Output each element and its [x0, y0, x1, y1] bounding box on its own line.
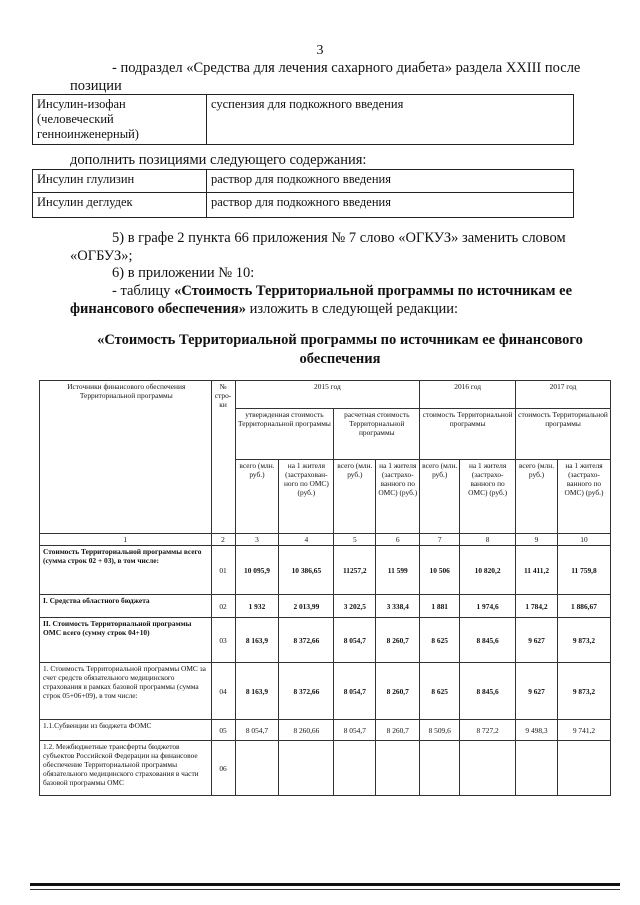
value-cell: 9 627	[516, 618, 558, 663]
value-cell: 1 974,6	[460, 595, 516, 618]
value-cell: 8 260,66	[279, 720, 334, 741]
value-cell: 8 054,7	[334, 663, 376, 720]
row-label: II. Стоимость Территориальной программы ОМС всего (сумму строк 04+10)	[40, 618, 212, 663]
value-cell: 8 372,66	[279, 663, 334, 720]
value-cell: 9 873,2	[557, 663, 610, 720]
text-line-1: - подраздел «Средства для лечения сахарного диабета» раздела XXIII после	[112, 60, 581, 76]
text-line-6	[70, 301, 458, 318]
value-cell: 8 625	[420, 618, 460, 663]
value-cell: 8 845,6	[460, 663, 516, 720]
table-title-ref-2: финансового обеспечения»	[70, 301, 246, 317]
value-cell: 8 260,7	[376, 618, 420, 663]
value-cell: 8 509,6	[420, 720, 460, 741]
table-row	[33, 193, 574, 218]
value-cell: 2 013,99	[279, 595, 334, 618]
table-row	[40, 618, 611, 663]
value-cell: 3 338,4	[376, 595, 420, 618]
header-total: всего (млн. руб.)	[235, 459, 279, 533]
value-cell: 8 845,6	[460, 618, 516, 663]
value-cell	[376, 741, 420, 796]
value-cell	[420, 741, 460, 796]
col-number: 7	[420, 534, 460, 546]
table-row	[40, 663, 611, 720]
value-cell: 9 873,2	[557, 618, 610, 663]
value-cell: 10 506	[420, 546, 460, 595]
row-number: 01	[211, 546, 235, 595]
value-cell: 1 886,67	[557, 595, 610, 618]
table-heading-line-1: «Стоимость Территориальной программы по источникам ее финансового	[97, 332, 583, 348]
table-row	[40, 741, 611, 796]
value-cell: 8 260,7	[376, 663, 420, 720]
text-line-5	[112, 283, 572, 300]
drug-form: раствор для подкожного введения	[207, 170, 574, 193]
header-per-insured: на 1 жителя (застрахо-ванного по ОМС) (руб.)	[557, 459, 610, 533]
value-cell: 11257,2	[334, 546, 376, 595]
row-number: 06	[211, 741, 235, 796]
bottom-rule	[30, 883, 620, 886]
col-number: 9	[516, 534, 558, 546]
col-number: 6	[376, 534, 420, 546]
header-2017: 2017 год	[516, 381, 611, 409]
value-cell: 8 163,9	[235, 663, 279, 720]
header-per-insured: на 1 жителя (застрахо-ванного по ОМС) (руб.)	[376, 459, 420, 533]
col-number: 8	[460, 534, 516, 546]
header-total: всего (млн. руб.)	[420, 459, 460, 533]
col-number: 4	[279, 534, 334, 546]
value-cell: 9 627	[516, 663, 558, 720]
value-cell: 8 372,66	[279, 618, 334, 663]
row-number: 02	[211, 595, 235, 618]
value-cell	[460, 741, 516, 796]
header-per-insured: на 1 жителя (застрахован-ного по ОМС) (руб.)	[279, 459, 334, 533]
value-cell	[235, 741, 279, 796]
value-cell: 9 498,3	[516, 720, 558, 741]
table-row	[40, 720, 611, 741]
text-line-1b: позиции	[70, 78, 122, 94]
row-label: 1.1.Субвенции из бюджета ФОМС	[40, 720, 212, 741]
cost-table	[39, 380, 611, 796]
text-line-5-prefix: - таблицу	[112, 283, 175, 299]
drug-name: Инсулин деглудек	[33, 193, 207, 218]
header-2015: 2015 год	[235, 381, 420, 409]
value-cell: 10 386,65	[279, 546, 334, 595]
value-cell: 9 741,2	[557, 720, 610, 741]
row-label: I. Средства областного бюджета	[40, 595, 212, 618]
value-cell: 8 054,7	[235, 720, 279, 741]
header-approved: утвержденная стоимость Территориальной программы	[235, 409, 334, 459]
value-cell	[557, 741, 610, 796]
header-per-insured: на 1 жителя (застрахо-ванного по ОМС) (руб.)	[460, 459, 516, 533]
page-number: 3	[316, 43, 324, 58]
row-number: 03	[211, 618, 235, 663]
drug-name: Инсулин-изофан (человеческий генноинженерный)	[33, 95, 207, 145]
text-line-4: 6) в приложении № 10:	[112, 265, 255, 281]
value-cell	[334, 741, 376, 796]
text-line-3: 5) в графе 2 пункта 66 приложения № 7 слово «ОГКУЗ» заменить словом	[112, 230, 566, 246]
col-number: 1	[40, 534, 212, 546]
text-line-6-suffix: изложить в следующей редакции:	[245, 301, 459, 317]
row-label: Стоимость Территориальной программы всего (сумма строк 02 + 03), в том числе:	[40, 546, 212, 595]
position-table-1	[32, 94, 574, 145]
text-line-3b: «ОГБУЗ»;	[70, 248, 133, 264]
position-table-2	[32, 169, 574, 218]
value-cell	[516, 741, 558, 796]
value-cell: 8 163,9	[235, 618, 279, 663]
value-cell: 10 095,9	[235, 546, 279, 595]
value-cell: 1 784,2	[516, 595, 558, 618]
value-cell: 8 260,7	[376, 720, 420, 741]
header-total: всего (млн. руб.)	[334, 459, 376, 533]
table-title-ref: «Стоимость Территориальной программы по источникам ее	[174, 283, 573, 299]
header-source: Источники финансового обеспечения Территориальной программы	[40, 381, 212, 534]
col-number: 2	[211, 534, 235, 546]
value-cell: 8 727,2	[460, 720, 516, 741]
text-line-2: дополнить позициями следующего содержания:	[70, 152, 367, 168]
value-cell: 8 054,7	[334, 618, 376, 663]
bottom-rule-thin	[30, 889, 620, 890]
value-cell: 8 625	[420, 663, 460, 720]
col-number: 3	[235, 534, 279, 546]
table-row	[40, 546, 611, 595]
header-total: всего (млн. руб.)	[516, 459, 558, 533]
value-cell: 1 932	[235, 595, 279, 618]
table-heading-line-2: обеспечения	[299, 351, 381, 367]
row-number: 05	[211, 720, 235, 741]
col-number: 10	[557, 534, 610, 546]
value-cell: 8 054,7	[334, 720, 376, 741]
row-label: 1. Стоимость Территориальной программы ОМС за счет средств обязательного медицинского страхования в рамках базовой программы (сумма строк 05+06+09), в том числе:	[40, 663, 212, 720]
header-cost-2016: стоимость Территориальной программы	[420, 409, 516, 459]
value-cell: 11 411,2	[516, 546, 558, 595]
drug-name: Инсулин глулизин	[33, 170, 207, 193]
header-rownum: № стро-ки	[211, 381, 235, 534]
value-cell: 10 820,2	[460, 546, 516, 595]
value-cell	[279, 741, 334, 796]
header-cost-2017: стоимость Территориальной программы	[516, 409, 611, 459]
row-number: 04	[211, 663, 235, 720]
value-cell: 11 599	[376, 546, 420, 595]
header-calc: расчетная стоимость Территориальной программы	[334, 409, 420, 459]
row-label: 1.2. Межбюджетные трансферты бюджетов субъектов Российской Федерации на финансовое обеспечение Территориальной программы обязательного медицинского страхования в части базовой программы ОМС	[40, 741, 212, 796]
drug-form: раствор для подкожного введения	[207, 193, 574, 218]
header-2016: 2016 год	[420, 381, 516, 409]
value-cell: 11 759,8	[557, 546, 610, 595]
value-cell: 3 202,5	[334, 595, 376, 618]
table-row	[40, 595, 611, 618]
drug-form: суспензия для подкожного введения	[207, 95, 574, 145]
value-cell: 1 881	[420, 595, 460, 618]
col-number: 5	[334, 534, 376, 546]
table-row	[33, 170, 574, 193]
